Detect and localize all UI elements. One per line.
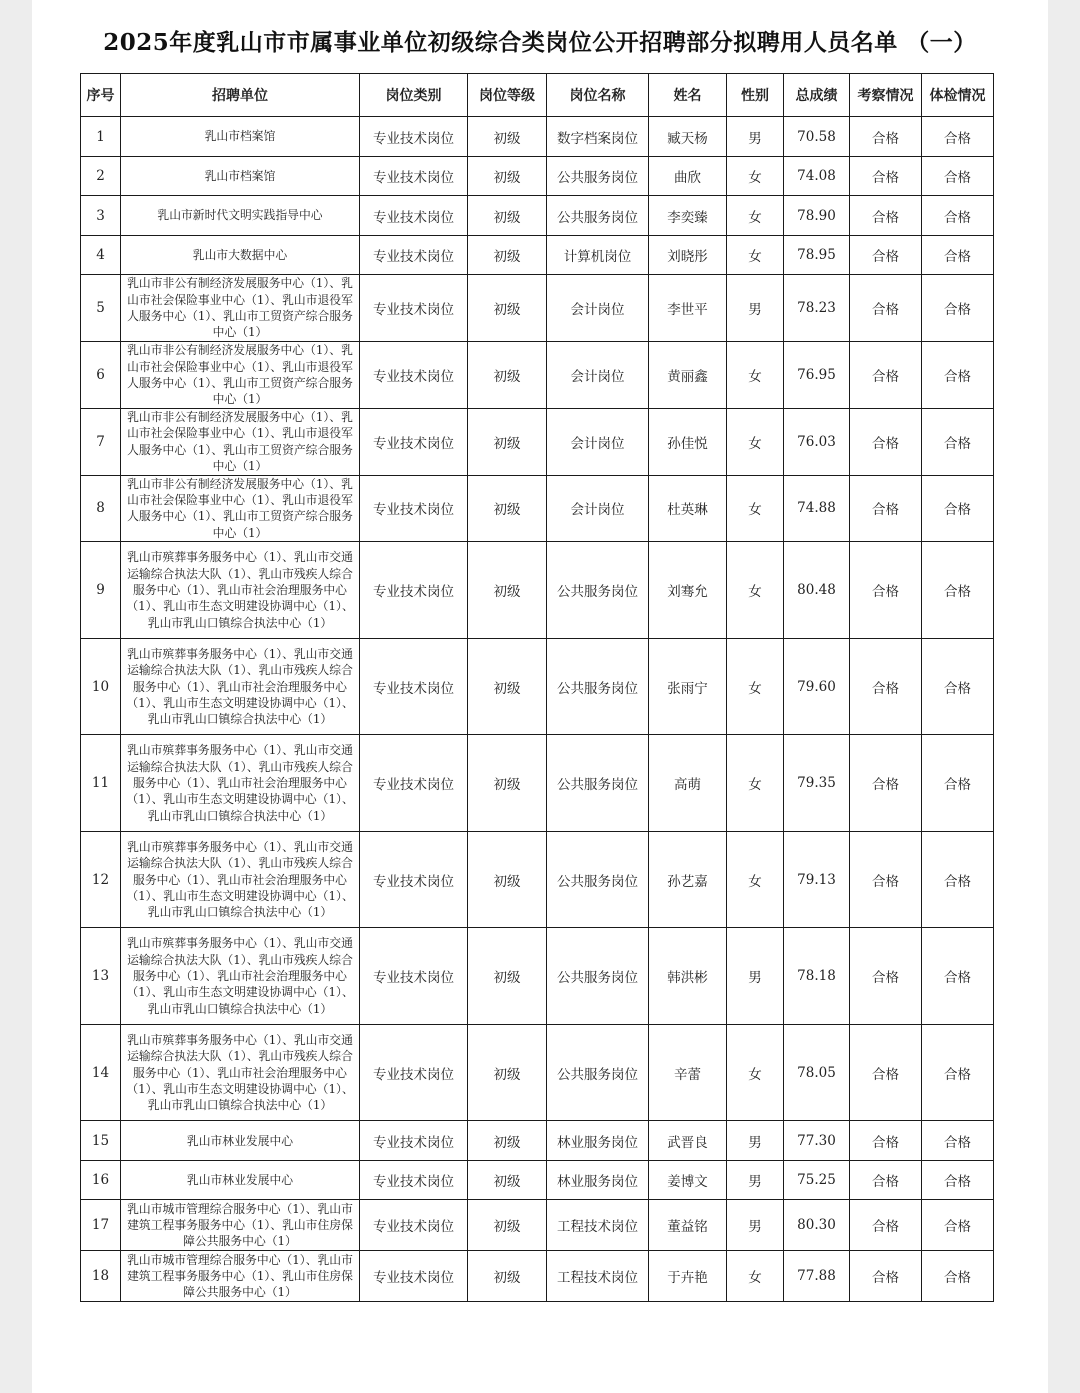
post-level-cell: 初级 <box>468 1161 547 1200</box>
post-name-cell: 计算机岗位 <box>547 236 649 275</box>
post-name-cell: 会计岗位 <box>547 475 649 542</box>
gender-cell: 男 <box>727 928 784 1025</box>
post-category-cell: 专业技术岗位 <box>360 409 468 476</box>
gender-cell: 女 <box>727 475 784 542</box>
review-status-cell: 合格 <box>850 475 922 542</box>
post-category-cell: 专业技术岗位 <box>360 236 468 275</box>
post-category-cell: 专业技术岗位 <box>360 342 468 409</box>
row-number-cell: 9 <box>81 542 121 639</box>
table-row <box>81 409 994 476</box>
table-row <box>81 1251 994 1302</box>
table-row <box>81 1121 994 1161</box>
recruiting-unit-cell: 乳山市殡葬事务服务中心（1）、乳山市交通运输综合执法大队（1）、乳山市残疾人综合服务中心（1）、乳山市社会治理服务中心（1）、乳山市生态文明建设协调中心（1）、乳山市乳山口镇综合执法中心（1） <box>121 639 360 735</box>
recruiting-unit-cell: 乳山市殡葬事务服务中心（1）、乳山市交通运输综合执法大队（1）、乳山市残疾人综合服务中心（1）、乳山市社会治理服务中心（1）、乳山市生态文明建设协调中心（1）、乳山市乳山口镇综合执法中心（1） <box>121 542 360 639</box>
post-name-cell: 公共服务岗位 <box>547 639 649 735</box>
post-name-cell: 林业服务岗位 <box>547 1121 649 1161</box>
total-score-cell: 78.23 <box>784 275 850 342</box>
recruiting-unit-cell: 乳山市林业发展中心 <box>121 1121 360 1161</box>
gender-cell: 女 <box>727 409 784 476</box>
page-title: 2025年度乳山市市属事业单位初级综合类岗位公开招聘部分拟聘用人员名单 （一） <box>103 29 977 56</box>
gender-cell: 男 <box>727 1161 784 1200</box>
candidate-name-cell: 辛蕾 <box>649 1025 727 1121</box>
post-name-cell: 公共服务岗位 <box>547 196 649 236</box>
table-row <box>81 157 994 196</box>
candidate-table <box>80 73 994 1302</box>
total-score-cell: 77.30 <box>784 1121 850 1161</box>
post-category-cell: 专业技术岗位 <box>360 475 468 542</box>
header-no: 序号 <box>81 74 121 117</box>
table-row <box>81 542 994 639</box>
row-number-cell: 8 <box>81 475 121 542</box>
review-status-cell: 合格 <box>850 639 922 735</box>
recruiting-unit-cell: 乳山市林业发展中心 <box>121 1161 360 1200</box>
row-number-cell: 11 <box>81 735 121 832</box>
candidate-name-cell: 刘晓彤 <box>649 236 727 275</box>
review-status-cell: 合格 <box>850 236 922 275</box>
gender-cell: 女 <box>727 1025 784 1121</box>
post-level-cell: 初级 <box>468 735 547 832</box>
post-category-cell: 专业技术岗位 <box>360 157 468 196</box>
candidate-name-cell: 张雨宁 <box>649 639 727 735</box>
post-category-cell: 专业技术岗位 <box>360 1121 468 1161</box>
review-status-cell: 合格 <box>850 1025 922 1121</box>
post-category-cell: 专业技术岗位 <box>360 1200 468 1251</box>
header-medical: 体检情况 <box>922 74 994 117</box>
row-number-cell: 16 <box>81 1161 121 1200</box>
post-category-cell: 专业技术岗位 <box>360 196 468 236</box>
total-score-cell: 70.58 <box>784 117 850 157</box>
post-name-cell: 数字档案岗位 <box>547 117 649 157</box>
header-review: 考察情况 <box>850 74 922 117</box>
total-score-cell: 76.95 <box>784 342 850 409</box>
candidate-name-cell: 臧天杨 <box>649 117 727 157</box>
post-name-cell: 工程技术岗位 <box>547 1200 649 1251</box>
row-number-cell: 10 <box>81 639 121 735</box>
header-category: 岗位类别 <box>360 74 468 117</box>
table-row <box>81 735 994 832</box>
post-category-cell: 专业技术岗位 <box>360 832 468 928</box>
medical-status-cell: 合格 <box>922 1121 994 1161</box>
review-status-cell: 合格 <box>850 1200 922 1251</box>
post-name-cell: 会计岗位 <box>547 409 649 476</box>
table-row <box>81 117 994 157</box>
post-category-cell: 专业技术岗位 <box>360 117 468 157</box>
table-header-row <box>81 74 994 117</box>
gender-cell: 女 <box>727 342 784 409</box>
post-level-cell: 初级 <box>468 1251 547 1302</box>
post-level-cell: 初级 <box>468 1121 547 1161</box>
post-level-cell: 初级 <box>468 639 547 735</box>
total-score-cell: 78.95 <box>784 236 850 275</box>
total-score-cell: 78.18 <box>784 928 850 1025</box>
total-score-cell: 75.25 <box>784 1161 850 1200</box>
review-status-cell: 合格 <box>850 1251 922 1302</box>
row-number-cell: 1 <box>81 117 121 157</box>
gender-cell: 女 <box>727 196 784 236</box>
header-post: 岗位名称 <box>547 74 649 117</box>
medical-status-cell: 合格 <box>922 735 994 832</box>
review-status-cell: 合格 <box>850 1121 922 1161</box>
row-number-cell: 13 <box>81 928 121 1025</box>
medical-status-cell: 合格 <box>922 1251 994 1302</box>
gender-cell: 女 <box>727 542 784 639</box>
recruiting-unit-cell: 乳山市非公有制经济发展服务中心（1）、乳山市社会保险事业中心（1）、乳山市退役军人服务中心（1）、乳山市工贸资产综合服务中心（1） <box>121 275 360 342</box>
total-score-cell: 80.30 <box>784 1200 850 1251</box>
table-row <box>81 928 994 1025</box>
candidate-name-cell: 杜英琳 <box>649 475 727 542</box>
post-level-cell: 初级 <box>468 157 547 196</box>
candidate-name-cell: 武晋良 <box>649 1121 727 1161</box>
post-name-cell: 公共服务岗位 <box>547 157 649 196</box>
total-score-cell: 77.88 <box>784 1251 850 1302</box>
post-name-cell: 公共服务岗位 <box>547 542 649 639</box>
medical-status-cell: 合格 <box>922 1161 994 1200</box>
medical-status-cell: 合格 <box>922 342 994 409</box>
row-number-cell: 15 <box>81 1121 121 1161</box>
post-level-cell: 初级 <box>468 542 547 639</box>
candidate-name-cell: 黄丽鑫 <box>649 342 727 409</box>
candidate-name-cell: 董益铭 <box>649 1200 727 1251</box>
table-row <box>81 342 994 409</box>
gender-cell: 女 <box>727 157 784 196</box>
row-number-cell: 6 <box>81 342 121 409</box>
post-category-cell: 专业技术岗位 <box>360 275 468 342</box>
total-score-cell: 79.13 <box>784 832 850 928</box>
header-unit: 招聘单位 <box>121 74 360 117</box>
review-status-cell: 合格 <box>850 409 922 476</box>
medical-status-cell: 合格 <box>922 1025 994 1121</box>
medical-status-cell: 合格 <box>922 236 994 275</box>
post-level-cell: 初级 <box>468 1200 547 1251</box>
post-name-cell: 工程技术岗位 <box>547 1251 649 1302</box>
recruiting-unit-cell: 乳山市档案馆 <box>121 117 360 157</box>
post-level-cell: 初级 <box>468 1025 547 1121</box>
medical-status-cell: 合格 <box>922 409 994 476</box>
row-number-cell: 5 <box>81 275 121 342</box>
header-level: 岗位等级 <box>468 74 547 117</box>
post-category-cell: 专业技术岗位 <box>360 639 468 735</box>
recruiting-unit-cell: 乳山市档案馆 <box>121 157 360 196</box>
post-name-cell: 公共服务岗位 <box>547 1025 649 1121</box>
table-row <box>81 1161 994 1200</box>
review-status-cell: 合格 <box>850 196 922 236</box>
post-category-cell: 专业技术岗位 <box>360 1025 468 1121</box>
review-status-cell: 合格 <box>850 542 922 639</box>
total-score-cell: 79.60 <box>784 639 850 735</box>
gender-cell: 男 <box>727 117 784 157</box>
row-number-cell: 17 <box>81 1200 121 1251</box>
table-row <box>81 1200 994 1251</box>
candidate-name-cell: 高萌 <box>649 735 727 832</box>
recruiting-unit-cell: 乳山市殡葬事务服务中心（1）、乳山市交通运输综合执法大队（1）、乳山市残疾人综合服务中心（1）、乳山市社会治理服务中心（1）、乳山市生态文明建设协调中心（1）、乳山市乳山口镇综合执法中心（1） <box>121 832 360 928</box>
medical-status-cell: 合格 <box>922 475 994 542</box>
gender-cell: 女 <box>727 1251 784 1302</box>
recruiting-unit-cell: 乳山市殡葬事务服务中心（1）、乳山市交通运输综合执法大队（1）、乳山市残疾人综合服务中心（1）、乳山市社会治理服务中心（1）、乳山市生态文明建设协调中心（1）、乳山市乳山口镇综合执法中心（1） <box>121 735 360 832</box>
review-status-cell: 合格 <box>850 275 922 342</box>
medical-status-cell: 合格 <box>922 1200 994 1251</box>
recruiting-unit-cell: 乳山市殡葬事务服务中心（1）、乳山市交通运输综合执法大队（1）、乳山市残疾人综合服务中心（1）、乳山市社会治理服务中心（1）、乳山市生态文明建设协调中心（1）、乳山市乳山口镇综合执法中心（1） <box>121 928 360 1025</box>
review-status-cell: 合格 <box>850 735 922 832</box>
post-level-cell: 初级 <box>468 275 547 342</box>
post-level-cell: 初级 <box>468 117 547 157</box>
total-score-cell: 74.88 <box>784 475 850 542</box>
table-row <box>81 475 994 542</box>
recruiting-unit-cell: 乳山市非公有制经济发展服务中心（1）、乳山市社会保险事业中心（1）、乳山市退役军人服务中心（1）、乳山市工贸资产综合服务中心（1） <box>121 475 360 542</box>
recruiting-unit-cell: 乳山市城市管理综合服务中心（1）、乳山市建筑工程事务服务中心（1）、乳山市住房保障公共服务中心（1） <box>121 1251 360 1302</box>
post-name-cell: 公共服务岗位 <box>547 735 649 832</box>
review-status-cell: 合格 <box>850 928 922 1025</box>
recruiting-unit-cell: 乳山市城市管理综合服务中心（1）、乳山市建筑工程事务服务中心（1）、乳山市住房保障公共服务中心（1） <box>121 1200 360 1251</box>
medical-status-cell: 合格 <box>922 832 994 928</box>
gender-cell: 女 <box>727 639 784 735</box>
review-status-cell: 合格 <box>850 117 922 157</box>
header-gender: 性别 <box>727 74 784 117</box>
table-row <box>81 236 994 275</box>
total-score-cell: 76.03 <box>784 409 850 476</box>
post-level-cell: 初级 <box>468 342 547 409</box>
recruiting-unit-cell: 乳山市非公有制经济发展服务中心（1）、乳山市社会保险事业中心（1）、乳山市退役军人服务中心（1）、乳山市工贸资产综合服务中心（1） <box>121 342 360 409</box>
review-status-cell: 合格 <box>850 157 922 196</box>
total-score-cell: 78.05 <box>784 1025 850 1121</box>
post-level-cell: 初级 <box>468 196 547 236</box>
header-name: 姓名 <box>649 74 727 117</box>
medical-status-cell: 合格 <box>922 639 994 735</box>
total-score-cell: 80.48 <box>784 542 850 639</box>
candidate-name-cell: 于卉艳 <box>649 1251 727 1302</box>
medical-status-cell: 合格 <box>922 928 994 1025</box>
table-row <box>81 639 994 735</box>
post-level-cell: 初级 <box>468 928 547 1025</box>
total-score-cell: 79.35 <box>784 735 850 832</box>
row-number-cell: 14 <box>81 1025 121 1121</box>
recruiting-unit-cell: 乳山市殡葬事务服务中心（1）、乳山市交通运输综合执法大队（1）、乳山市残疾人综合服务中心（1）、乳山市社会治理服务中心（1）、乳山市生态文明建设协调中心（1）、乳山市乳山口镇综合执法中心（1） <box>121 1025 360 1121</box>
gender-cell: 男 <box>727 1121 784 1161</box>
table-row <box>81 832 994 928</box>
candidate-name-cell: 孙佳悦 <box>649 409 727 476</box>
row-number-cell: 2 <box>81 157 121 196</box>
gender-cell: 女 <box>727 832 784 928</box>
recruiting-unit-cell: 乳山市非公有制经济发展服务中心（1）、乳山市社会保险事业中心（1）、乳山市退役军人服务中心（1）、乳山市工贸资产综合服务中心（1） <box>121 409 360 476</box>
post-level-cell: 初级 <box>468 236 547 275</box>
post-name-cell: 会计岗位 <box>547 275 649 342</box>
recruiting-unit-cell: 乳山市大数据中心 <box>121 236 360 275</box>
total-score-cell: 78.90 <box>784 196 850 236</box>
table-row <box>81 1025 994 1121</box>
medical-status-cell: 合格 <box>922 542 994 639</box>
row-number-cell: 12 <box>81 832 121 928</box>
medical-status-cell: 合格 <box>922 157 994 196</box>
post-level-cell: 初级 <box>468 475 547 542</box>
table-row <box>81 196 994 236</box>
candidate-name-cell: 曲欣 <box>649 157 727 196</box>
medical-status-cell: 合格 <box>922 275 994 342</box>
review-status-cell: 合格 <box>850 832 922 928</box>
review-status-cell: 合格 <box>850 342 922 409</box>
medical-status-cell: 合格 <box>922 117 994 157</box>
candidate-name-cell: 刘骞允 <box>649 542 727 639</box>
post-level-cell: 初级 <box>468 409 547 476</box>
gender-cell: 女 <box>727 735 784 832</box>
row-number-cell: 4 <box>81 236 121 275</box>
post-category-cell: 专业技术岗位 <box>360 1161 468 1200</box>
row-number-cell: 7 <box>81 409 121 476</box>
candidate-name-cell: 孙艺嘉 <box>649 832 727 928</box>
gender-cell: 女 <box>727 236 784 275</box>
gender-cell: 男 <box>727 1200 784 1251</box>
post-name-cell: 公共服务岗位 <box>547 832 649 928</box>
candidate-name-cell: 韩洪彬 <box>649 928 727 1025</box>
post-category-cell: 专业技术岗位 <box>360 1251 468 1302</box>
review-status-cell: 合格 <box>850 1161 922 1200</box>
post-level-cell: 初级 <box>468 832 547 928</box>
post-category-cell: 专业技术岗位 <box>360 542 468 639</box>
row-number-cell: 18 <box>81 1251 121 1302</box>
row-number-cell: 3 <box>81 196 121 236</box>
candidate-name-cell: 李世平 <box>649 275 727 342</box>
total-score-cell: 74.08 <box>784 157 850 196</box>
table-row <box>81 275 994 342</box>
post-name-cell: 公共服务岗位 <box>547 928 649 1025</box>
header-score: 总成绩 <box>784 74 850 117</box>
post-category-cell: 专业技术岗位 <box>360 928 468 1025</box>
post-name-cell: 会计岗位 <box>547 342 649 409</box>
candidate-name-cell: 李奕臻 <box>649 196 727 236</box>
medical-status-cell: 合格 <box>922 196 994 236</box>
candidate-name-cell: 姜博文 <box>649 1161 727 1200</box>
gender-cell: 男 <box>727 275 784 342</box>
recruiting-unit-cell: 乳山市新时代文明实践指导中心 <box>121 196 360 236</box>
post-name-cell: 林业服务岗位 <box>547 1161 649 1200</box>
post-category-cell: 专业技术岗位 <box>360 735 468 832</box>
